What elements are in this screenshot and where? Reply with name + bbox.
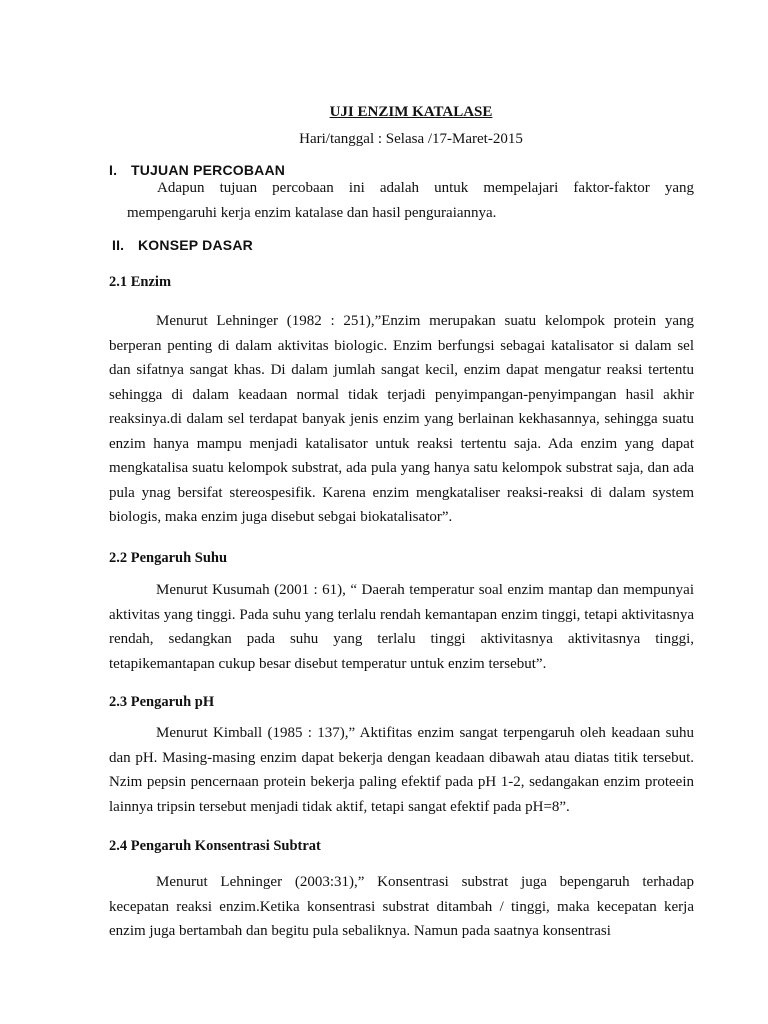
section-title: KONSEP DASAR xyxy=(138,237,253,253)
subsection-heading-ph: 2.3 Pengaruh pH xyxy=(109,694,215,710)
section-number: II. xyxy=(112,237,125,253)
objective-paragraph: Adapun tujuan percobaan ini adalah untuk mempelajari faktor-faktor yang mempengaruhi kerja enzim katalase dan hasil penguraiannya. xyxy=(127,180,694,221)
section-number: I. xyxy=(109,162,118,178)
section-heading-konsep xyxy=(112,237,253,253)
subsection-heading-enzim: 2.1 Enzim xyxy=(109,274,172,290)
paragraph-substrat: Menurut Lehninger (2003:31),” Konsentrasi substrat juga bepengaruh terhadap kecepatan reaksi enzim.Ketika konsentrasi substrat ditambah / tinggi, maka kecepatan kerja enzim juga bertambah dan begitu pula sebaliknya. Namun pada saatnya konsentrasi xyxy=(109,874,694,939)
paragraph-suhu: Menurut Kusumah (2001 : 61), “ Daerah temperatur soal enzim mantap dan mempunyai aktivitas yang tinggi. Pada suhu yang terlalu rendah kemantapan enzim tinggi, tetapi aktivitasnya rendah, sedangkan pada suhu yang terlalu tinggi aktivitasnya aktivitasnya tinggi, tetapikemantapan cukup besar disebut temperatur untuk enzim tersebut”. xyxy=(109,582,694,672)
paragraph-enzim: Menurut Lehninger (1982 : 251),”Enzim merupakan suatu kelompok protein yang berperan penting di dalam aktivitas biologic. Enzim berfungsi sebagai katalisator si dalam sel dan sifatnya sangat khas. Di dalam jumlah sangat kecil, enzim dapat mengatur reaksi tertentu sehingga di dalam keadaan normal tidak terjadi penyimpangan-penyimpangan hasil akhir reaksinya.di dalam sel terdapat banyak jenis enzim yang berlainan kekhasannya, sehingga suatu enzim hanya mampu menjadi katalisator untuk reaksi tertentu saja. Ada enzim yang dapat mengkatalisa suatu kelompok substrat, ada pula yang hanya satu kelompok substrat saja, dan ada pula ynag bersifat stereospesifik. Karena enzim mengkataliser reaksi-reaksi di dalam system biologis, maka enzim juga disebut sebgai biokatalisator”. xyxy=(109,313,694,525)
paragraph-ph: Menurut Kimball (1985 : 137),” Aktifitas enzim sangat terpengaruh oleh keadaan suhu dan pH. Masing-masing enzim dapat bekerja dengan keadaan dibawah atau diatas titik tersebut. Nzim pepsin pencernaan protein bekerja paling efektif pada pH 1-2, sedangakan enzim proteein lainnya tripsin tersebut menjadi tidak aktif, tetapi sangat efektif pada pH=8”. xyxy=(109,725,694,815)
document-date: Hari/tanggal : Selasa /17-Maret-2015 xyxy=(299,131,523,147)
section-title: TUJUAN PERCOBAAN xyxy=(131,162,286,178)
document-title: UJI ENZIM KATALASE xyxy=(329,104,493,120)
subsection-heading-suhu: 2.2 Pengaruh Suhu xyxy=(109,550,228,566)
subsection-heading-substrat: 2.4 Pengaruh Konsentrasi Subtrat xyxy=(109,838,321,854)
